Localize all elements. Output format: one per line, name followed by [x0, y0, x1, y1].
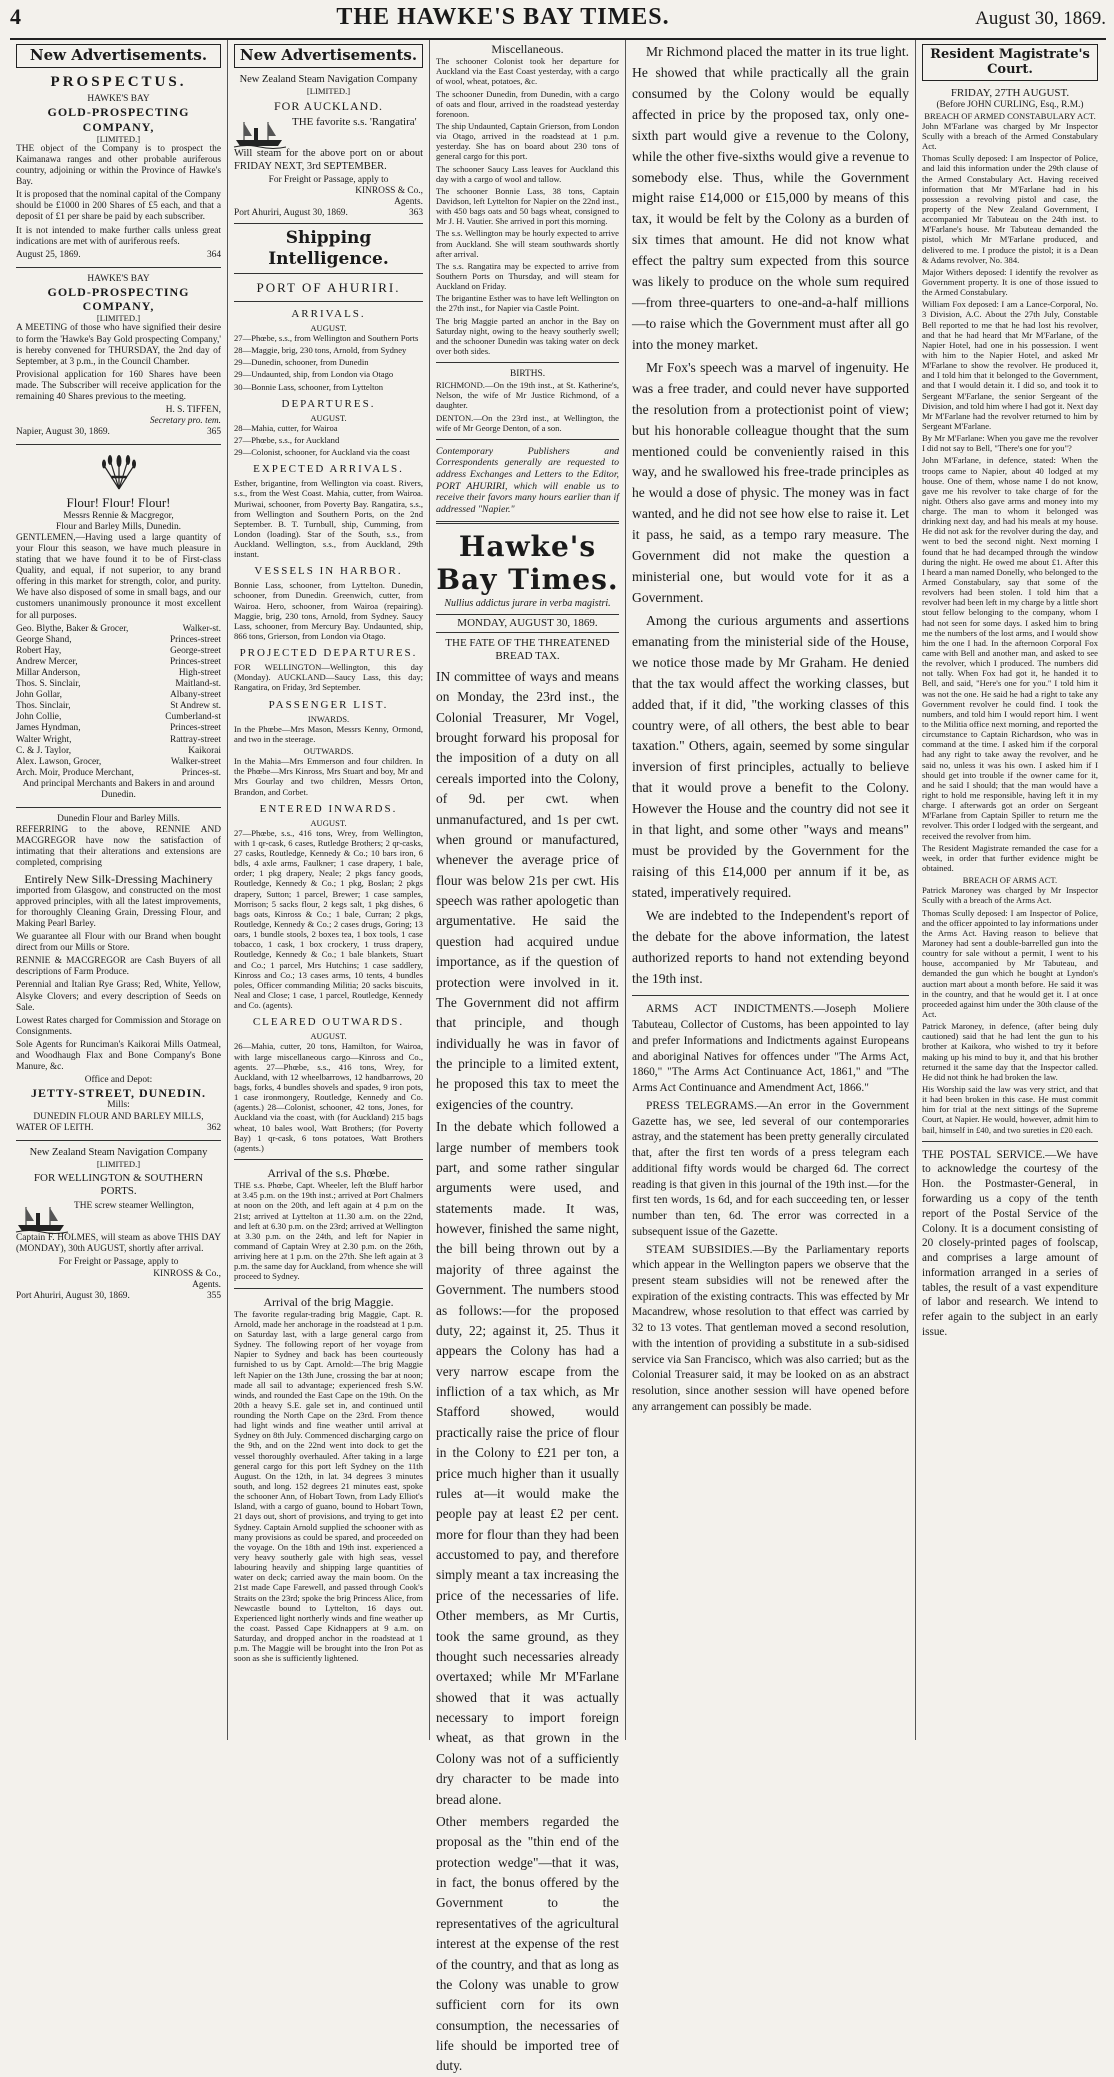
signatory-name: Andrew Mercer, [16, 656, 78, 667]
page-number: 4 [10, 4, 21, 29]
route-title: FOR WELLINGTON & SOUTHERN PORTS. [33, 1172, 204, 1198]
misc-item: The schooner Colonist took her departure for Auckland via the East Coast yesterday, with a cargo of wool, wheat, potatoes, &c. [436, 56, 619, 87]
freight-line: For Freight or Passage, apply to [268, 175, 389, 186]
prospectus-para: It is proposed that the nominal capital of the Company should be £1000 in 200 Shares of £5 each, and that a deposit of £1 per share be paid by each subscriber. [16, 190, 221, 223]
signatory-address: Princes-street [169, 634, 221, 645]
ad-ref: 364 [206, 249, 221, 260]
steamship-icon [16, 1203, 68, 1233]
signatory-address: Princes-st. [181, 767, 221, 778]
birth-notice: DENTON.—On the 23rd inst., at Wellington, the wife of Mr George Denton, of a son. [436, 412, 619, 433]
ad-date: Napier, August 30, 1869. [16, 427, 110, 438]
steamer-para: THE favorite s.s. 'Rangatira' [292, 116, 417, 129]
prospectus-para: THE object of the Company is to prospect the Kaimanawa ranges and other probable auriferous country, adjoining or within the Province of Hawke's Bay. [16, 143, 221, 188]
court-paragraph: Thomas Scully deposed: I am Inspector of Police, and the officer appointed to lay informations under the Arms Act. Having reason to believe that Maroney had sent a double-barrelled gun into the country for sale without a permit, I went to his house, accompanied by Mr Tabuteau, and demanded the gun which he bought at Lyndon's auction mart about a month before. He said it was in the country, and that he would get it. I at once proceeded against him under the 30th clause of the Act. [922, 907, 1098, 1019]
flour-para: GENTLEMEN,—Having used a large quantity of your Flour this season, we have much pleasure in stating that we have found it to be of First-class Quality, and equal, if not superior, to any brand offering in this market for strength, color, and purity. We have also disposed of some in small bags, and our customers unanimously pronounce it most excellent for all purposes. [16, 532, 221, 621]
firm-sub: Flour and Barley Mills, Dunedin. [56, 521, 181, 532]
arrival-entry: 28—Maggie, brig, 230 tons, Arnold, from Sydney [234, 345, 407, 356]
mills-title: Dunedin Flour and Barley Mills. [57, 814, 180, 825]
signatory-row [16, 757, 221, 768]
signer: H. S. TIFFEN, [165, 405, 221, 416]
ad-ref: 363 [408, 208, 423, 219]
column-4 [626, 40, 916, 1740]
flour-para: RENNIE & MACGREGOR are Cash Buyers of all descriptions of Farm Produce. [16, 956, 221, 978]
court-paragraph: Major Withers deposed: I identify the revolver as Government property. It is one of those issued to the Armed Constabulary. [922, 266, 1098, 298]
harbor-list: Bonnie Lass, schooner, from Lyttelton. Dunedin, schooner, from Dunedin. Greenwich, cutter, from Wairoa. Hero, schooner, from Wairoa (repairing). Maggie, brig, 230 tons, Arnold, from Sydney. Saucy Lass, schooner, from Mercury Bay. Undaunted, ship, 866 tons, Grierson, from London via Otago. [234, 580, 423, 642]
arrival-entry: 30—Bonnie Lass, schooner, from Lyttelton [234, 381, 384, 392]
meeting-ad [16, 274, 221, 438]
mills-name: DUNEDIN FLOUR AND BARLEY MILLS, [33, 1111, 204, 1122]
signatory-address: George-street [170, 645, 221, 656]
signatory-name: Thos. Sinclair, [16, 701, 71, 712]
ad-ref: 362 [206, 1122, 221, 1133]
departure-entry: 28—Mahia, cutter, for Wairoa [234, 422, 338, 433]
company-line: HAWKE'S BAY [87, 94, 150, 105]
limited-label: [LIMITED.] [96, 1159, 141, 1170]
signatory-row [16, 657, 221, 668]
prospectus-ad [16, 74, 221, 261]
misc-item: The schooner Saucy Lass leaves for Auckland this day with a cargo of wool and tallow. [436, 163, 619, 184]
departure-entry: 27—Phœbe, s.s., for Auckland [234, 434, 340, 445]
steamer-para: Will steam for the above port on or about FRIDAY NEXT, 3rd SEPTEMBER. [234, 148, 423, 172]
signatory-name: John Gollar, [16, 690, 62, 701]
office-label: Office and Depot: [84, 1075, 153, 1086]
month-label: AUGUST. [310, 412, 347, 423]
signatory-address: Albany-street [169, 690, 221, 701]
signatory-address: High-street [178, 667, 221, 678]
news-paragraph: STEAM SUBSIDIES.—By the Parliamentary reports which appear in the Wellington papers we observe that the present steam subsidies will not be renewed after the expiration of the existing contracts. This was effected by Mr Macandrew, whose resolution to that effect was carried by 32 to 13 votes. That gentleman moved a second resolution, with the intention of providing a substitute in a sub-sidised service via San Francisco, which was also carried; but as the Colonial Treasurer said, it may be looked on as an abstract resolution, since another session will have opened before any arrangement can possibly be made. [632, 1243, 909, 1413]
signatory-address: Cumberland-st [165, 712, 221, 723]
court-paragraph: William Fox deposed: I am a Lance-Corporal, No. 3 Division, A.C. About the 27th July, Constable Bell reported to me that he had lost his revolver, and that he had heard that Mr M'Farlane, of the Napier Hotel, had one in his possession. I went with him to the Napier Hotel, and asked Mr M'Farlane to show the revolver. He produced it, and I told him that it belonged to the Government, and that I would detain it. I did so, and took it to Sergeant M'Farlane, the senior Sergeant of the Division, and told him where I had got it. Next day Mr M'Farlane had the revolver returned to him by Sergeant M'Farlane. [922, 299, 1098, 431]
column-5 [916, 40, 1104, 1740]
flour-closing: And principal Merchants and Bakers in and around Dunedin. [22, 778, 215, 801]
flour-heading: Flour! Flour! Flour! [66, 495, 171, 511]
phoebe-title: Arrival of the s.s. Phœbe. [267, 1165, 390, 1180]
signatory-name: Alex. Lawson, Grocer, [16, 756, 102, 767]
flour-para: REFERRING to the above, RENNIE AND MACGREGOR have now the satisfaction of intimating that their alterations and extensions are completed, comprising [16, 825, 221, 869]
signatory-address: Kaikorai [188, 745, 221, 756]
port-title: PORT OF AHURIRI. [256, 279, 401, 295]
signatory-list [16, 624, 221, 779]
misc-item: The schooner Bonnie Lass, 38 tons, Captain Davidson, left Lyttelton for Napier on the 22nd inst., with 450 bags oats and 50 bags wheat, consigned to Mr J. H. Vautier. She arrived in port this morning. [436, 185, 619, 227]
court-before: (Before JOHN CURLING, Esq., R.M.) [936, 99, 1084, 110]
cleared-list: 26—Mahia, cutter, 20 tons, Hamilton, for Wairoa, with large miscellaneous cargo—Kinross and Co., agents. 27—Phœbe, s.s., 416 tons, Wrey, for Auckland, with 12 wheelbarrows, 12 handbarrows, 20 bags, forks, 4 bundles shovels and spades, 9 iron pots, 1 case ironmongery, Routledge, Kennedy and Co. (agents.) 28—Colonist, schooner, 42 tons, Jones, for Auckland via the coast, with (for Auckland) 215 bags wheat, 10 bales wool, Watt Brothers; (for Poverty Bay) 1 qr-cask, 6 tons potatoes, Watt Brothers (agents.) [234, 1041, 423, 1153]
auckland-steamer-ad [234, 74, 423, 220]
projected-title: PROJECTED DEPARTURES. [239, 647, 418, 660]
company-name: GOLD-PROSPECTING COMPANY, [47, 284, 190, 314]
steamer-para: Captain F. HOLMES, will steam as above THIS DAY (MONDAY), 30th AUGUST, shortly after arrival. [16, 1233, 221, 1255]
paper-title: Hawke's Bay Times. [436, 530, 619, 597]
court-paragraph: Thomas Scully deposed: I am Inspector of Police, and laid this information under the 29th clause of the Armed Constabulary Act. Having received information that Mr M'Farlane had in his possession a revolving pistol and case, the property of the New Zealand Government, I accompanied Mr Tabuteau on the 24th inst. to M'Farlane's house. Mr Tabuteau demanded the pistol, which Mr M'Farlane produced, and delivered to me. I produce the pistol; it is a Dean & Adams revolver, No. 384. [922, 153, 1098, 265]
agent-name: KINROSS & Co., [153, 1268, 221, 1279]
limited-label: [LIMITED.] [306, 86, 351, 97]
wheat-sheaf-icon [97, 451, 141, 491]
signatory-name: John Collie, [16, 712, 62, 723]
signatory-address: Maitland-st. [175, 679, 221, 690]
column-3 [430, 40, 626, 2074]
month-label: AUGUST. [310, 817, 347, 828]
misc-item: The schooner Dunedin, from Dunedin, with a cargo of oats and flour, arrived in the roadstead yesterday forenoon. [436, 88, 619, 119]
court-paragraph: Patrick Maroney, in defence, (after being duly cautioned) said that he had lent the gun to his brother at Kaikora, who wished to try it before making up his mind to buy it, and that his brother returned it the same day that the Inspector called. He did not think he had broken the law. [922, 1021, 1098, 1082]
signatory-row [16, 690, 221, 701]
article-paragraph: Among the curious arguments and assertions emanating from the ministerial side of the House, we notice those made by Mr Graham. He denied that the tax would affect the working classes, but added that, if it did, "the working classes of this country were, of all others, the best able to bear taxation." Others, again, seemed by some singular inversion of first principles, actually to believe that it would prove a benefit to the Colony. However the House and the country did not see it in that light, and some other "ways and means" must be provided by the Government for the raising of this £14,000 per annum if it be, as stated, imperatively required. [632, 612, 909, 900]
article-paragraph: IN committee of ways and means on Monday, the 23rd inst., the Colonial Treasurer, Mr Vogel, brought forward his proposal for the imposition of a duty on all cereals imported into the Colony, of 9d. per cwt. when unmanufactured, and 1s per cwt. when ground or manufactured, whenever the average price of flour was below 21s per cwt. His speech was rather apologetic than argumentative. He said the question had acquired undue importance, as if the question of protection were involved in it. The Government did not affirm that principle, and though individually he was in favor of the principle to a limited extent, he proposed this tax to meet the exigencies of the country. [436, 668, 619, 1112]
editorial-article [436, 667, 619, 2077]
ad-date: Port Ahuriri, August 30, 1869. [234, 208, 348, 219]
births-title: BIRTHS. [509, 369, 546, 380]
company-name: GOLD-PROSPECTING COMPANY, [47, 105, 190, 134]
signatory-address: St Andrew st. [170, 701, 221, 712]
article-paragraph: Mr Richmond placed the matter in its true light. He showed that while practically all the grain consumed by the Colony would be equally affected in price by the proposed tax, only one-sixth part would give a revenue to the Colony, while the other five-sixths would give a revenue to somebody else. Thus, while the Government might raise £14,000 or £15,000 by means of this tax, it would be felt by the Colony as a burden of six times that amount. He did not know what effect the paltry sum expected from this source was likely to produce on the whole sum required—from three-quarters to one-and-a-half millions—to raise which the Government must after all go into the money market. [632, 44, 909, 352]
court-day: FRIDAY, 27TH AUGUST. [950, 86, 1070, 99]
phoebe-report: THE s.s. Phœbe, Capt. Wheeler, left the Bluff harbor at 3.45 p.m. on the 19th inst.; arrived at Port Chalmers at noon on the 20th, and left again at 4 p.m on the 21st; arrived at Lyttelton at 11.30 a.m. on the 22nd, and left at 6.30 p.m. on the 23rd; arrived at Wellington at 3.30 p.m. on the 24th, and left for Napier in command of Captain Wrey at 2.30 p.m. on the 26th, arriving here at 1 p.m. on the 27th. She left again at 3 p.m. the same day for Auckland, from whence she will proceed to Sydney. [234, 1180, 423, 1282]
ad-ref: 365 [206, 427, 221, 438]
ad-date: Port Ahuriri, August 30, 1869. [16, 1290, 130, 1301]
month-label: AUGUST. [310, 322, 347, 333]
article-paragraph: We are indebted to the Independent's report of the debate for the above information, the latest authorized reports to hand not extending beyond the 19th inst. [632, 907, 909, 986]
mills-label: Mills: [107, 1100, 130, 1111]
agent-title: Agents. [192, 1279, 221, 1290]
signatory-name: Geo. Blythe, Baker & Grocer, [16, 623, 129, 634]
departures-list [234, 423, 423, 457]
signer-title: Secretary pro. tem. [149, 416, 221, 427]
arrival-entry: 29—Dunedin, schooner, from Dunedin [234, 357, 369, 368]
signatory-name: Robert Hay, [16, 645, 62, 656]
signatory-address: Rattray-street [169, 734, 221, 745]
misc-item: The ship Undaunted, Captain Grierson, from London via Otago, arrived in the roadstead at 1 p.m. yesterday. She has on board about 230 tons of general cargo for this port. [436, 121, 619, 162]
paper-motto: Nullius addictus jurare in verba magistri. [444, 598, 611, 610]
company-name: New Zealand Steam Navigation Company [29, 1146, 208, 1158]
misc-list [436, 56, 619, 356]
article-paragraph: Other members regarded the proposal as the "thin end of the protection wedge"—that it was, in fact, the bonus offered by the Government to the representatives of the agricultural interest at the expense of the rest of the country, and that as long as the Colony was unable to grow sufficient corn for its own consumption, the necessaries of life should be imported tree of duty. [436, 1813, 619, 2074]
column-1 [10, 40, 228, 1740]
entered-title: ENTERED INWARDS. [259, 802, 398, 815]
firm-name: Messrs Rennie & Macgregor, [63, 510, 174, 521]
flour-para: Perennial and Italian Rye Grass; Red, White, Yellow, Alsyke Clovers; and every description of Seeds on Sale. [16, 980, 221, 1013]
prospectus-para: It is not intended to make further calls unless great indications are met with of auriferous reefs. [16, 225, 221, 247]
entered-list: 27—Phœbe, s.s., 416 tons, Wrey, from Wellington, with 1 qr-cask, 6 cases, Rutledge Brothers; 2 qr-casks, 27 casks, Routledge, Kennedy & Co.; 10 bars iron, 6 bdls, 4 axle arms, Faulkner; 1 case drapery, 1 bale, order; 1 pkg drapery, Neale; 2 pkgs fancy goods, Routledge, Kennedy & Co.; 1 pkg, Boslan; 2 pkgs drapery, Sutton; 1 parcel, Brewer; 1 case samples, Morrison; 5 sacks flour, 2 kegs salt, 1 pkg dishes, 6 bags oats, Kinross & Co.; 1 bale, Curran; 2 pkgs, Routledge, Kennedy & Co.; 2 cases drugs, Goring; 13 oars, 1 bundle stools, 2 boxes tea, 1 box tools, 1 case tobacco, 1 cask, 1 box crockery, 1 truss drapery, Routledge, Kennedy & Co.; 1 bale blankets, Stuart and Co.; 1 parcel, Mrs Hutchins; 1 case saddlery, Kinross and Co.; 13 cases arms, 10 tents, 4 bundles poles, Officer commanding Militia; 20 sacks biscuits, Neal and Close; 1 case, 1 parcel, Routledge, Kennedy and Co. (agents). [234, 827, 423, 1011]
signatory-row [16, 768, 221, 779]
signatory-name: James Hyndman, [16, 723, 81, 734]
signatory-name: Thos. S. Sinclair, [16, 679, 81, 690]
month-label: AUGUST. [310, 1031, 347, 1042]
ad-date: August 25, 1869. [16, 249, 81, 260]
court-paragraph: The Resident Magistrate remanded the case for a week, in order that further evidence might be obtained. [922, 842, 1098, 873]
court-paragraph: His Worship said the law was very strict, and that it had been broken in this case. He must commit him for trial at the next sittings of the Supreme Court, at Napier. He would, however, admit him to bail, himself in £40, and two sureties in £20 each. [922, 1083, 1098, 1135]
signatory-row [16, 679, 221, 690]
editorial-continuation [632, 42, 909, 989]
meeting-para: A MEETING of those who have signified their desire to form the 'Hawke's Bay Gold prospecting Company,' is hereby convened for THURSDAY, the 2nd day of September, at 3 p.m., in the Council Chamber. [16, 323, 221, 367]
signatory-name: Walter Wright, [16, 734, 72, 745]
departure-entry: 29—Colonist, schooner, for Auckland via the coast [234, 447, 410, 458]
case2-text [922, 885, 1098, 1134]
limited-label: [LIMITED.] [96, 313, 141, 324]
case1-title: BREACH OF ARMED CONSTABULARY ACT. [924, 110, 1096, 121]
arrival-entry: 29—Undaunted, ship, from London via Otago [234, 369, 394, 380]
agent-name: KINROSS & Co., [355, 186, 423, 197]
issue-date: August 30, 1869. [975, 8, 1106, 29]
machinery-heading: Entirely New Silk-Dressing Machinery [24, 871, 213, 886]
births-list [436, 380, 619, 433]
misc-item: The s.s. Rangatira may be expected to arrive from Southern Ports on Thursday, and will steam for Auckland on Friday. [436, 260, 619, 292]
expected-title: EXPECTED ARRIVALS. [253, 463, 404, 476]
signatory-address: Princes-street [169, 723, 221, 734]
projected-list: FOR WELLINGTON—Wellington, this day (Monday). AUCKLAND—Saucy Lass, this day; Rangatira, on Friday, 3rd September. [234, 662, 423, 693]
signatory-row [16, 712, 221, 723]
harbor-title: VESSELS IN HARBOR. [254, 565, 403, 578]
signatory-row [16, 735, 221, 746]
passengers-out: In the Mahia—Mrs Emmerson and four children. In the Phœbe—Mrs Kinross, Mrs Stuart and boy, Mr and Mrs Gourlay and two children, Messrs Orton, Brandon, and Corbet. [234, 756, 423, 797]
shipping-title: Shipping Intelligence. [234, 223, 423, 273]
birth-notice: RICHMOND.—On the 19th inst., at St. Katherine's, Nelson, the wife of Mr Justice Richmond, of a daughter. [436, 380, 619, 411]
section-header: New Advertisements. [16, 44, 221, 68]
passenger-title: PASSENGER LIST. [268, 698, 389, 711]
passengers-in: In the Phœbe—Mrs Mason, Messrs Kenny, Ormond, and two in the steerage. [234, 723, 423, 744]
court-paragraph: John M'Farlane was charged by Mr Inspector Scully with a breach of the Armed Constabulary Act. [922, 120, 1098, 152]
steamship-icon [234, 118, 286, 148]
arrivals-list [234, 333, 423, 392]
article-title: THE FATE OF THE THREATENED BREAD TAX. [445, 637, 610, 662]
agent-title: Agents. [394, 197, 423, 208]
arrivals-title: ARRIVALS. [291, 307, 366, 320]
columns [10, 40, 1106, 2074]
outwards-label: OUTWARDS. [303, 745, 354, 756]
ad-ref: 355 [206, 1290, 221, 1301]
signatory-row [16, 701, 221, 712]
flour-para: Lowest Rates charged for Commission and Storage on Consignments. [16, 1015, 221, 1037]
mills-place: WATER OF LEITH. [16, 1122, 94, 1133]
meeting-para: Provisional application for 160 Shares have been made. The Subscriber will receive application for the remaining 40 Shares previous to the meeting. [16, 369, 221, 402]
signatory-row [16, 746, 221, 757]
court-header: Resident Magistrate's Court. [922, 44, 1098, 81]
flour-ad [16, 451, 221, 1133]
cleared-title: CLEARED OUTWARDS. [252, 1016, 405, 1029]
signatory-address: Princes-street [169, 656, 221, 667]
signatory-row [16, 624, 221, 635]
signatory-row [16, 668, 221, 679]
freight-line: For Freight or Passage, apply to [58, 1257, 179, 1268]
signatory-row [16, 646, 221, 657]
article-paragraph: Mr Fox's speech was a marvel of ingenuity. He was a free trader, and could never have supported the resolution from a protectionist point of view; but his honorable colleague thought that the sum mentioned could be conveniently raised in this way, and he swallowed his free-trade principles as he would a dose of physic. The money was in fact wanted, and he did not see how else to raise it. Let it pass, he said, as a tempo rary measure. The Government did not make the question a ministerial one, but would vote for it as a Government. [632, 359, 909, 605]
flour-para: We guarantee all Flour with our Brand when bought direct from our Mills or Store. [16, 932, 221, 954]
signatory-address: Walker-street [170, 756, 221, 767]
expected-list: Esther, brigantine, from Wellington via coast. Rivers, s.s., from the West Coast. Mahia, cutter, from Wairoa. Muriwai, schooner, from Poverty Bay. Rangatira, s.s., from Wellington and Southern Ports, on the 2nd September. B. T. Turnbull, ship, Cumming, from London (loading). Star of the South, s.s., from Auckland. Wellington, s.s., from Auckland, 29th instant. [234, 478, 423, 560]
misc-item: The brigantine Esther was to have left Wellington on the 27th inst., for Napier via Castle Point. [436, 293, 619, 314]
inwards-label: INWARDS. [307, 713, 350, 724]
company-line: HAWKE'S BAY [87, 273, 150, 284]
misc-item: The brig Maggie parted an anchor in the Bay on Saturday night, owing to the heavy southerly swell; and the schooner Dunedin was taking water on deck over both sides. [436, 315, 619, 356]
wellington-steamer-ad [16, 1147, 221, 1302]
flour-para: imported from Glasgow, and constructed on the most approved principles, with all the latest improvements, for thoroughly Cleaning Grain, Dressing Flour, and Making Pearl Barley. [16, 885, 221, 930]
steamer-para: THE screw steamer Wellington, [74, 1201, 194, 1212]
misc-item: The s.s. Wellington may be hourly expected to arrive from Auckland. She will steam southwards shortly after arrival. [436, 228, 619, 259]
section-header: New Advertisements. [234, 44, 423, 68]
news-paragraph: ARMS ACT INDICTMENTS.—Joseph Moliere Tabuteau, Collector of Customs, has been appointed to lay and prefer Informations and Indictments against Europeans and aboriginal Natives for offences under "The Arms Act, 1860," "The Arms Act Continuance Act, 1861," and "The Arms Act Continuance and Amendment Act, 1866." [632, 1003, 909, 1095]
masthead [10, 4, 1106, 40]
news-paragraphs [632, 1002, 909, 1415]
maggie-title: Arrival of the brig Maggie. [263, 1294, 394, 1309]
signatory-name: Arch. Moir, Produce Merchant, [16, 767, 134, 778]
prospectus-title: PROSPECTUS. [50, 73, 187, 90]
signatory-name: George Shand, [16, 634, 72, 645]
case1-text [922, 121, 1098, 873]
arrival-entry: 27—Phœbe, s.s., from Wellington and Southern Ports [234, 333, 419, 344]
dateline: MONDAY, AUGUST 30, 1869. [436, 614, 619, 633]
signatory-name: Millar Anderson, [16, 667, 81, 678]
case2-title: BREACH OF ARMS ACT. [962, 875, 1058, 886]
signatory-row [16, 723, 221, 734]
route-title: FOR AUCKLAND. [273, 99, 383, 114]
postal-service-note: THE POSTAL SERVICE.—We have to acknowledge the courtesy of the Hon. the Postmaster-General, in forwarding us a copy of the tenth report of the Postal Service of the Colony. It is a document consisting of 20 closely-printed pages of foolscap, and comprises a large amount of information arranged in a series of tables, the result of a vast expenditure of labor and research. We intend to refer again to the subject in an early issue. [922, 1148, 1098, 1339]
signatory-name: C. & J. Taylor, [16, 745, 72, 756]
signatory-row [16, 635, 221, 646]
office-address: JETTY-STREET, DUNEDIN. [30, 1086, 207, 1101]
limited-label: [LIMITED.] [96, 133, 141, 144]
maggie-report: The favorite regular-trading brig Maggie, Capt. R. Arnold, made her anchorage in the roadstead at 1 p.m. on Saturday last, with a large general cargo from Sydney. The following report of her voyage from Napier to Sydney and back has been courteously furnished to us by Capt. Arnold:—The brig Maggie left Napier on the 13th June, crossing the bar at noon; made all sail to advantage; experienced fresh S.W. winds, and rounded the East Cape on the 19th. On the 20th a heavy S.E. gale set in, and continued until rounding the North Cape on the 23rd. From thence had light winds and fine weather until arrival at Sydney on 8th July. Commenced discharging cargo on the 9th, and on the 22nd went into dock to get the vessel thoroughly overhauled. After taking in a large general cargo for this port left Sydney on the 11th August. On the 12th, in lat. 34 degrees 3 minutes south, and long. 152 degrees 21 minutes east, spoke the schooner Ann, of Hobart Town, from Lady Elliot's Island, with a cargo of guano, bound to Hobart Town, 21 days out, short of provisions, and trying to get into Sydney. Captain Arnold supplied the schooner with as many provisions as could be spared, and proceeded on the voyage. On the 18th and 19th inst. experienced a very heavy southerly gale with high seas, vessel labouring heavily and shipping large quantities of water on deck; carried away the main boom. On the 21st made Cape Farewell, and passed through Cook's Straits on the 23rd; spoke the brig Princess Alice, from Newcastle bound to Lyttelton, 16 days out. Experienced light northerly winds and fine weather up the coast. Passed Cape Kidnappers at 9 a.m. on Saturday, and dropped anchor in the roadstead at 1 p.m. The Maggie will be brought into the Iron Pot as soon as she is sufficiently lightened. [234, 1308, 423, 1664]
departures-title: DEPARTURES. [281, 397, 376, 410]
court-paragraph: Patrick Maroney was charged by Mr Inspector Scully with a breach of the Arms Act. [922, 885, 1098, 906]
news-paragraph: PRESS TELEGRAMS.—An error in the Government Gazette has, we see, led several of our contemporaries astray, and the statement has been pretty generally circulated that, after the first ten words of a press telegram each additional fifty words would be charged 6d. The correct reading is that given in this journal of the 19th inst.—for the first ten words, 1s 6d, and for each succeeding ten, or lesser number than ten, 6d. The error was corrected in a subsequent issue of the Gazette. [632, 1099, 909, 1238]
company-name: New Zealand Steam Navigation Company [239, 73, 418, 85]
court-paragraph: John M'Farlane, in defence, stated: When the troops came to Napier, about 40 lodged at my house. One of them, whose name I do not know, gave me his revolver to take charge of for the night. Others also gave arms and money into my charge. The man to whom it belonged was drinking next day, and had his meals at my house. He did not ask for the revolver during the day, and went to bed the second night. Next morning I found that he had decamped through the window during the night. He owed me about £1. After this I heard a man named Donelly, who belonged to the Armed Constabulary, say that some of the revolvers had been stolen. I told him that a revolver had been left in my charge by a little short stout fellow belonging to the company, whom I had not seen for some days. I asked him to bring me the numbers of the lost arms, and I would show him the one I had. In the afternoon Corporal Fox came with Bell and another man, and asked to see the revolver, which I produced. The numbers did not tally. When Fox had got it, he handed it to Bell, and said, "Here's one for you." I told him it was not the one. He said he had a right to take any Government revolver he could find. I took the numbers, and told him I would report him. I went to the Militia office next morning, and reported the circumstance to Captain Richardson, who was in command at the time. I asked him if the corporal had any right to take away the revolver, and he said no, unless it was his own. I asked him if I should get into trouble if the owner came for it, and he said I should; that the man would have a right to hold me responsible, having left it in my charge. I afterwards got an order on Sergeant M'Farlane from Captain Spiller to return me the revolver. This order I lodged with the sergeant, and received the revolver from him. [922, 455, 1098, 841]
signatory-address: Walker-st. [182, 623, 221, 634]
article-paragraph: In the debate which followed a large number of members took part, and some rather singular arguments were used, and statements made. It was, however, finished the same night, the bill being thrown out by a majority of three against the Government. The numbers stood as follows:—for the proposed duty, 22; against it, 25. Thus it appears the Colony has had a very narrow escape from the infliction of a tax which, as Mr Stafford showed, would practically raise the price of flour in the Colony to £21 per ton, a price much higher than it usually rules at—it would make the people pay at least £2 per cent. more for flour than they had been accustomed to pay, and therefore simply meant a tax increasing the price of the necessaries of life. Other members, as Mr Curtis, took the same ground, as they thought such necessaries already overtaxed; while Mr M'Farlane showed that it was actually necessary to import foreign wheat, as that grown in the Colony was not of a sufficiently dry character to be made into bread alone. [436, 1119, 619, 1807]
court-paragraph: By Mr M'Farlane: When you gave me the revolver I did not say to Bell, "There's one for you"? [922, 433, 1098, 454]
flour-para: Sole Agents for Runciman's Kaikorai Mills Oatmeal, and Woodhaugh Flax and Bone Company's Bone Manure, &c. [16, 1039, 221, 1073]
correspondents-notice: Contemporary Publishers and Correspondents generally are requested to address Exchanges and Letters to the Editor, PORT AHURIRI, which will enable us to receive their favors many hours earlier than if addressed "Napier." [436, 445, 619, 515]
misc-title: Miscellaneous. [491, 42, 564, 56]
column-2 [228, 40, 430, 1740]
newspaper-title: THE HAWKE'S BAY TIMES. [336, 4, 670, 30]
